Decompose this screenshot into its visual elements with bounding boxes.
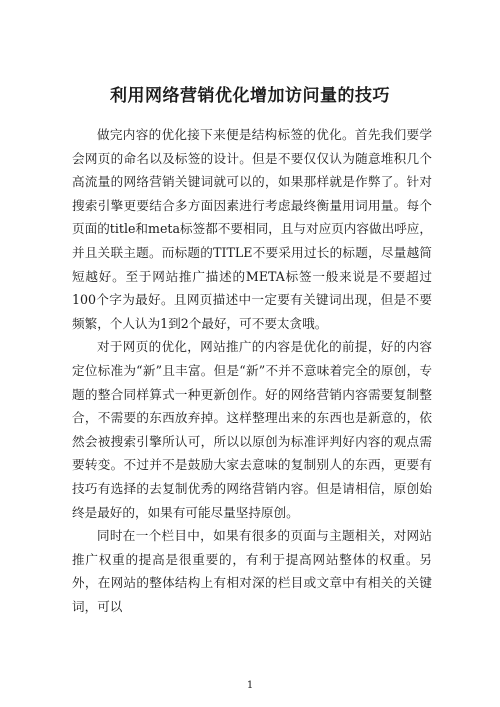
page-number: 1 — [246, 680, 254, 691]
document-body — [72, 118, 432, 618]
paragraph-2: 对于网页的优化，网站推广的内容是优化的前提，好的内容定位标准为“新”且丰富。但是“新”不并不意味着完全的原创，专题的整合同样算式一种更新创作。好的网络营销内容需要复制整合，不需要的东西放弃掉。这样整理出来的东西也是新意的，依然会被搜索引擎所认可，所以以原创为标准评判好内容的观点需要转变。不过并不是鼓励大家去意味的复制别人的东西，更要有技巧有选择的去复制优秀的网络营销内容。但是请相信，原创始终是最好的，如果有可能尽量坚持原创。 — [72, 339, 432, 520]
document-title: 利用网络营销优化增加访问量的技巧 — [110, 86, 390, 106]
paragraph-3: 同时在一个栏目中，如果有很多的页面与主题相关，对网站推广权重的提高是很重要的，有利于提高网站整体的权重。另外，在网站的整体结构上有相对深的栏目或文章中有相关的关键词，可以 — [72, 528, 432, 614]
paragraph-1: 做完内容的优化接下来便是结构标签的优化。首先我们要学会网页的命名以及标签的设计。但是不要仅仅认为随意堆积几个高流量的网络营销关键词就可以的，如果那样就是作弊了。针对搜索引擎更要结合多方面因素进行考虑最终衡量用词用量。每个页面的title和meta标签都不要相同，且与对应页内容做出呼应，并且关联主题。而标题的TITLE不要采用过长的标题，尽量越简短越好。至于网站推广描述的META标签一般来说是不要超过100个字为最好。且网页描述中一定要有关键词出现，但是不要频繁，个人认为1到2个最好，可不要太贪哦。 — [72, 127, 432, 331]
